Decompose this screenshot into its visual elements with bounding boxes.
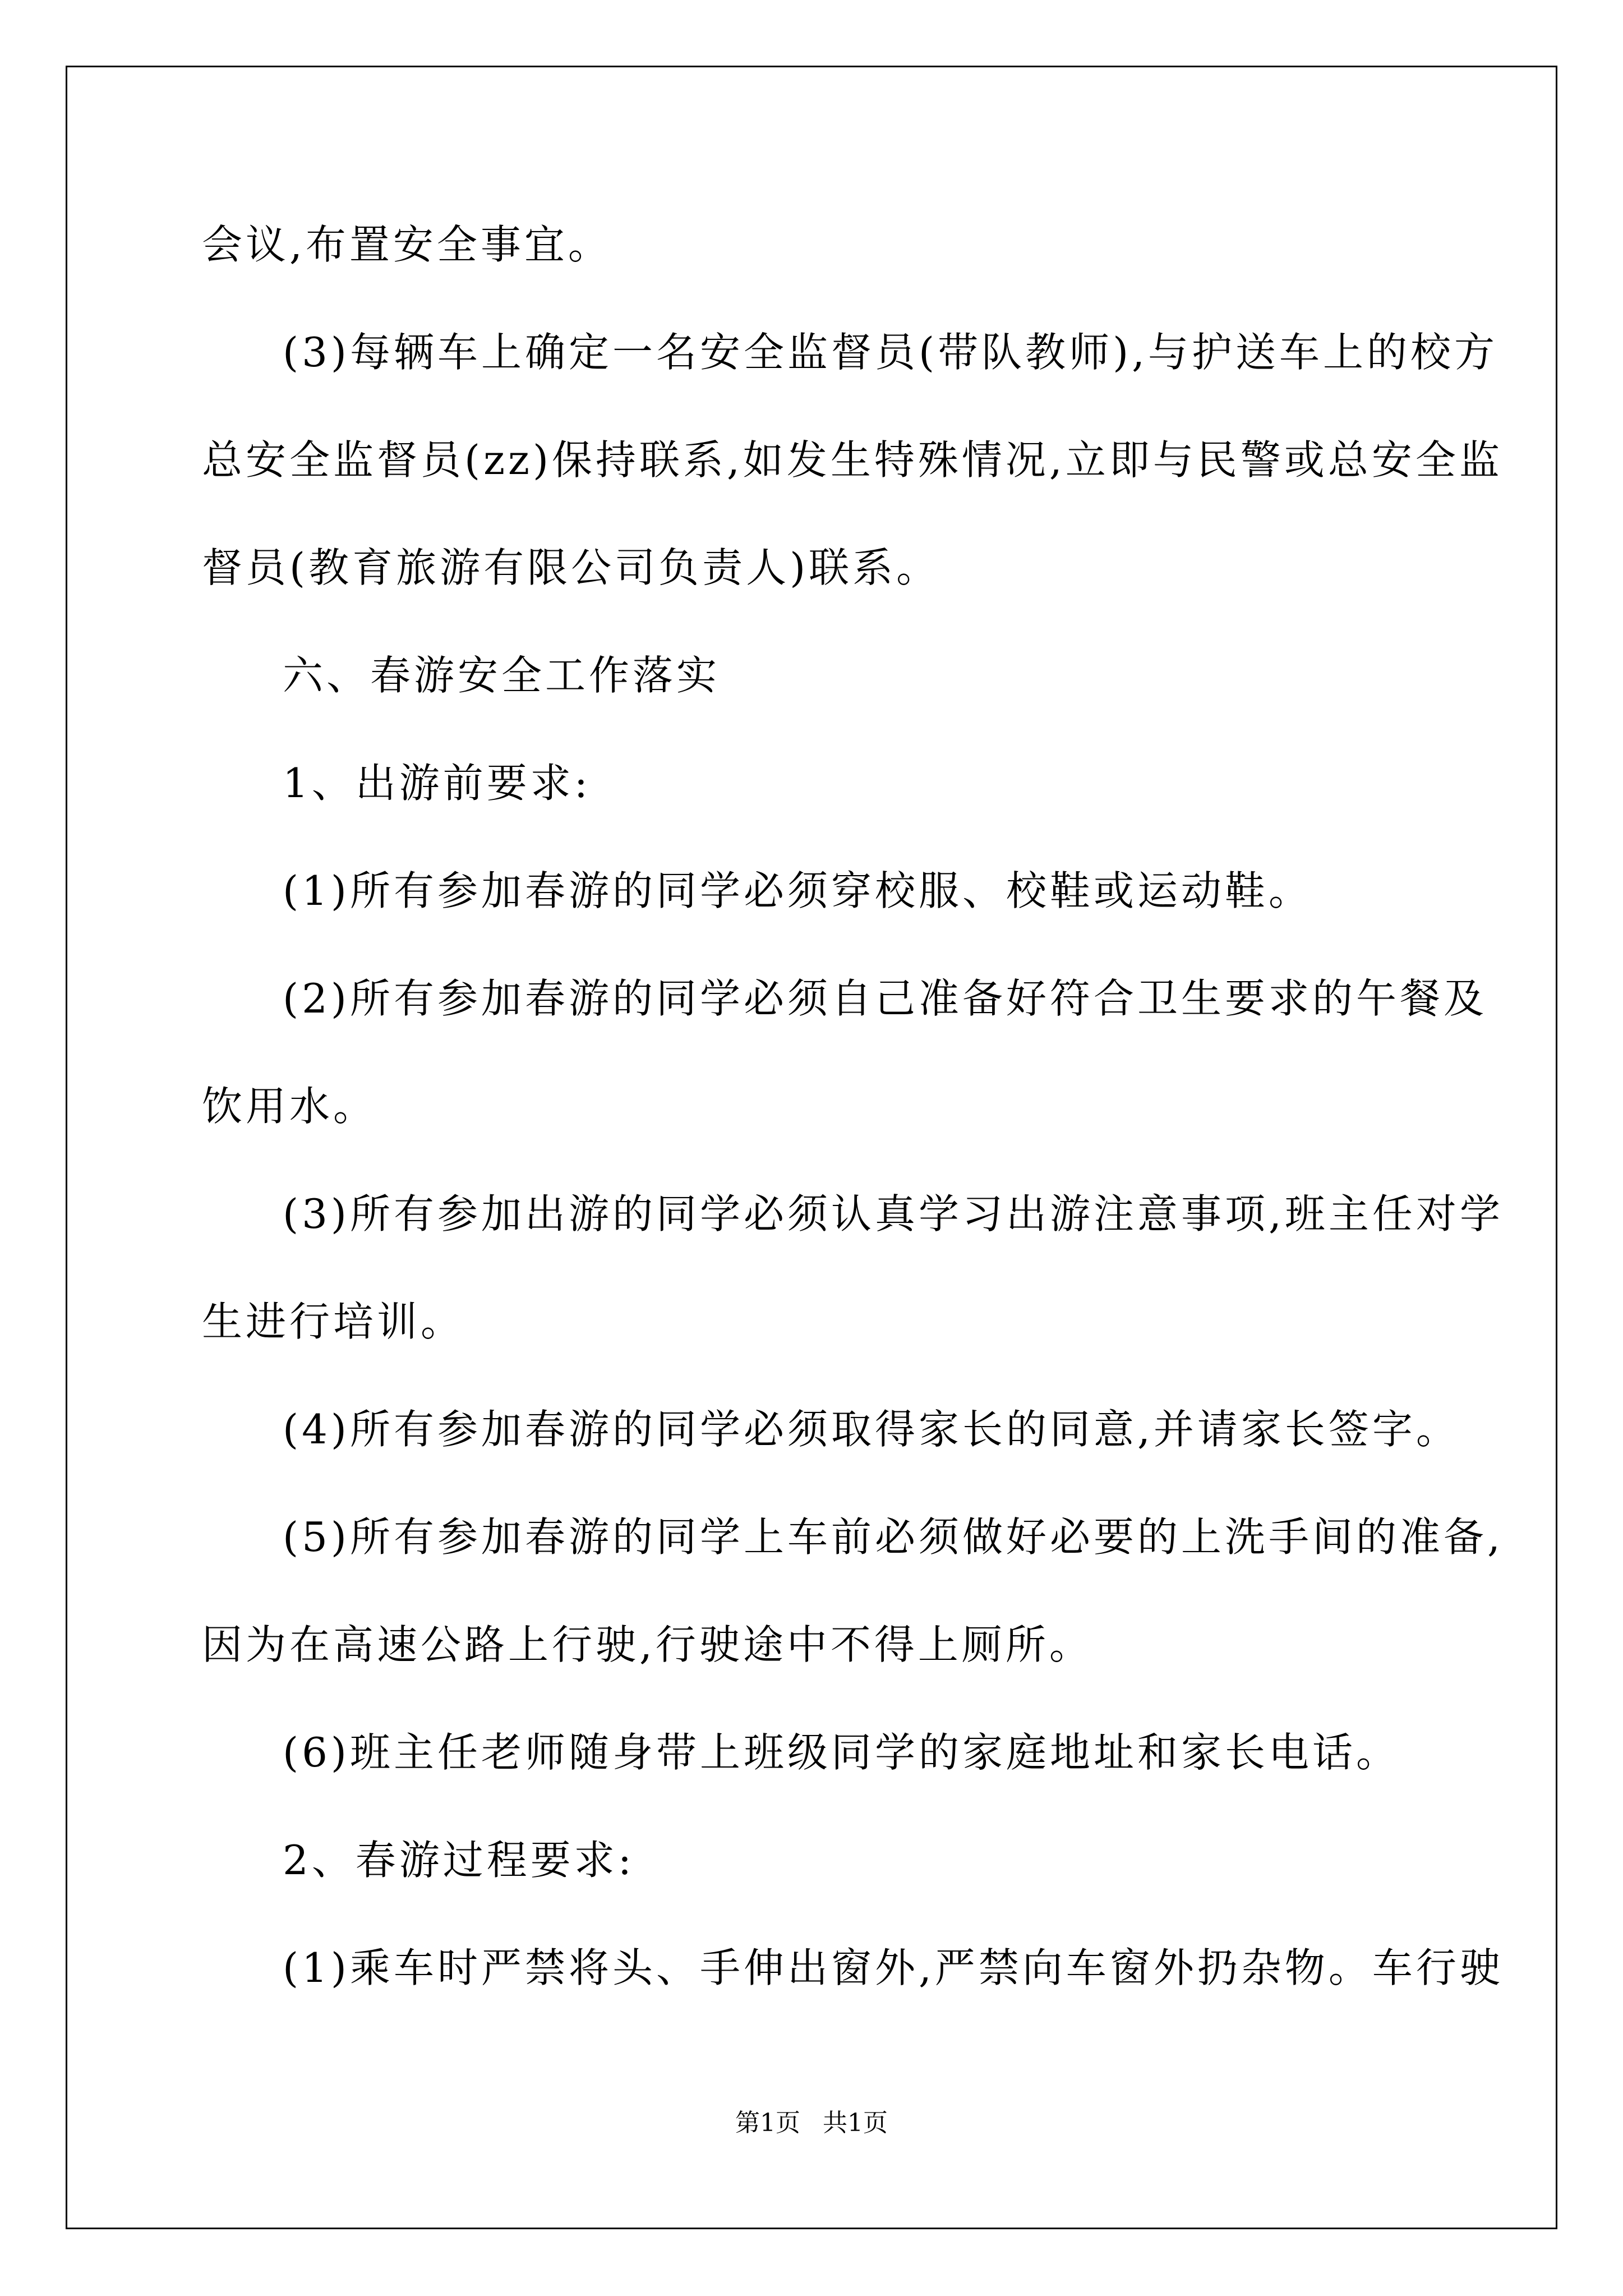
text-line: (5)所有参加春游的同学上车前必须做好必要的上洗手间的准备, — [283, 1513, 1504, 1561]
text-line: 2、春游过程要求: — [283, 1837, 635, 1884]
text-line: 会议,布置安全事宜。 — [202, 221, 612, 268]
text-line: (1)乘车时严禁将头、手伸出窗外,严禁向车窗外扔杂物。车行驶 — [283, 1944, 1504, 1991]
text-line: (6)班主任老师随身带上班级同学的家庭地址和家长电话。 — [283, 1729, 1400, 1776]
text-line: 饮用水。 — [202, 1083, 377, 1130]
text-line: (3)所有参加出游的同学必须认真学习出游注意事项,班主任对学 — [283, 1190, 1504, 1237]
text-line: 1、出游前要求: — [283, 760, 592, 807]
document-body — [202, 191, 1504, 2022]
text-line: (2)所有参加春游的同学必须自己准备好符合卫生要求的午餐及 — [283, 975, 1487, 1022]
page-number: 第1页 — [735, 2109, 800, 2137]
text-line: 六、春游安全工作落实 — [283, 652, 721, 699]
text-line: (3)每辆车上确定一名安全监督员(带队教师),与护送车上的校方 — [283, 329, 1498, 376]
text-line: 总安全监督员(zz)保持联系,如发生特殊情况,立即与民警或总安全监 — [202, 436, 1503, 484]
text-line: (1)所有参加春游的同学必须穿校服、校鞋或运动鞋。 — [283, 867, 1312, 914]
page-footer — [0, 2106, 1623, 2140]
text-line: 生进行培训。 — [202, 1298, 465, 1345]
page-total: 共1页 — [823, 2109, 888, 2137]
text-line: 因为在高速公路上行驶,行驶途中不得上厕所。 — [202, 1621, 1093, 1668]
text-line: 督员(教育旅游有限公司负责人)联系。 — [202, 544, 940, 591]
text-line: (4)所有参加春游的同学必须取得家长的同意,并请家长签字。 — [283, 1406, 1460, 1453]
